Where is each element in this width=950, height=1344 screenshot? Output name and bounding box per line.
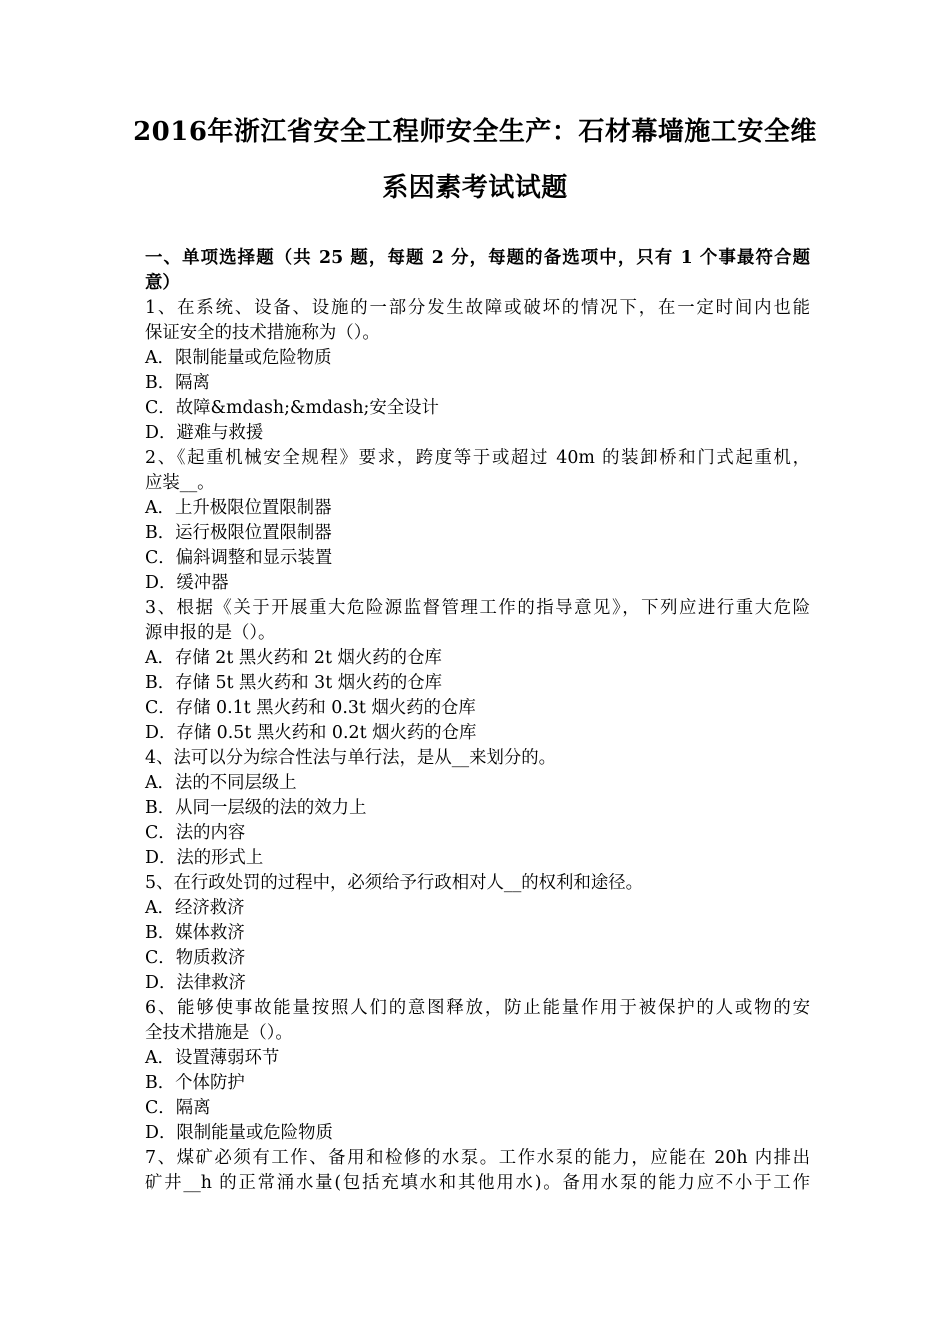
question-stem: 源申报的是（）。 — [145, 623, 276, 643]
question-stem: 矿井__h 的正常涌水量(包括充填水和其他用水)。备用水泵的能力应不小于工作 — [145, 1173, 810, 1193]
question-5 — [145, 871, 810, 996]
question-stem: 应装__。 — [145, 473, 215, 493]
question-stem: 6、能够使事故能量按照人们的意图释放，防止能量作用于被保护的人或物的安 — [145, 998, 810, 1018]
question-stem: 4、法可以分为综合性法与单行法，是从__来划分的。 — [145, 748, 557, 768]
document-title-line-1: 2016年浙江省安全工程师安全生产：石材幕墙施工安全维 — [133, 117, 817, 147]
answer-option: A．法的不同层级上 — [145, 773, 297, 793]
question-4 — [145, 746, 810, 871]
question-stem: 全技术措施是（）。 — [145, 1023, 293, 1043]
answer-option: C．隔离 — [145, 1098, 211, 1118]
answer-option: B．个体防护 — [145, 1073, 245, 1093]
answer-option: C．存储 0.1t 黑火药和 0.3t 烟火药的仓库 — [145, 698, 476, 718]
answer-option: D．法律救济 — [145, 973, 246, 993]
answer-option: A．存储 2t 黑火药和 2t 烟火药的仓库 — [145, 648, 442, 668]
answer-option: B．隔离 — [145, 373, 210, 393]
answer-option: C．故障&mdash;&mdash;安全设计 — [145, 398, 439, 418]
answer-option: B．运行极限位置限制器 — [145, 523, 332, 543]
question-stem: 1、在系统、设备、设施的一部分发生故障或破坏的情况下，在一定时间内也能 — [145, 298, 810, 318]
answer-option: D．存储 0.5t 黑火药和 0.2t 烟火药的仓库 — [145, 723, 477, 743]
answer-option: B．存储 5t 黑火药和 3t 烟火药的仓库 — [145, 673, 443, 693]
question-2 — [145, 446, 810, 596]
answer-option: A．设置薄弱环节 — [145, 1048, 280, 1068]
answer-option: C．偏斜调整和显示装置 — [145, 548, 333, 568]
document-body — [145, 246, 810, 1196]
section-heading: 一、单项选择题（共 25 题，每题 2 分，每题的备选项中，只有 1 个事最符合题 — [145, 248, 810, 268]
question-stem: 5、在行政处罚的过程中，必须给予行政相对人__的权利和途径。 — [145, 873, 644, 893]
question-1 — [145, 296, 810, 446]
question-stem: 7、煤矿必须有工作、备用和检修的水泵。工作水泵的能力，应能在 20h 内排出 — [145, 1148, 810, 1168]
section-heading-continued: 意） — [145, 273, 180, 293]
question-6 — [145, 996, 810, 1146]
document-title-line-2: 系因素考试试题 — [382, 173, 568, 203]
answer-option: A．限制能量或危险物质 — [145, 348, 332, 368]
question-3 — [145, 596, 810, 746]
answer-option: D．限制能量或危险物质 — [145, 1123, 333, 1143]
question-7 — [145, 1146, 810, 1196]
answer-option: D．缓冲器 — [145, 573, 229, 593]
answer-option: A．经济救济 — [145, 898, 245, 918]
answer-option: C．法的内容 — [145, 823, 246, 843]
question-stem: 3、根据《关于开展重大危险源监督管理工作的指导意见》，下列应进行重大危险 — [145, 598, 810, 618]
answer-option: B．从同一层级的法的效力上 — [145, 798, 367, 818]
question-stem: 2、《起重机械安全规程》要求，跨度等于或超过 40m 的装卸桥和门式起重机， — [145, 448, 810, 468]
answer-option: D．法的形式上 — [145, 848, 264, 868]
answer-option: A．上升极限位置限制器 — [145, 498, 332, 518]
answer-option: B．媒体救济 — [145, 923, 245, 943]
answer-option: D．避难与救援 — [145, 423, 264, 443]
question-stem: 保证安全的技术措施称为（）。 — [145, 323, 380, 343]
answer-option: C．物质救济 — [145, 948, 246, 968]
